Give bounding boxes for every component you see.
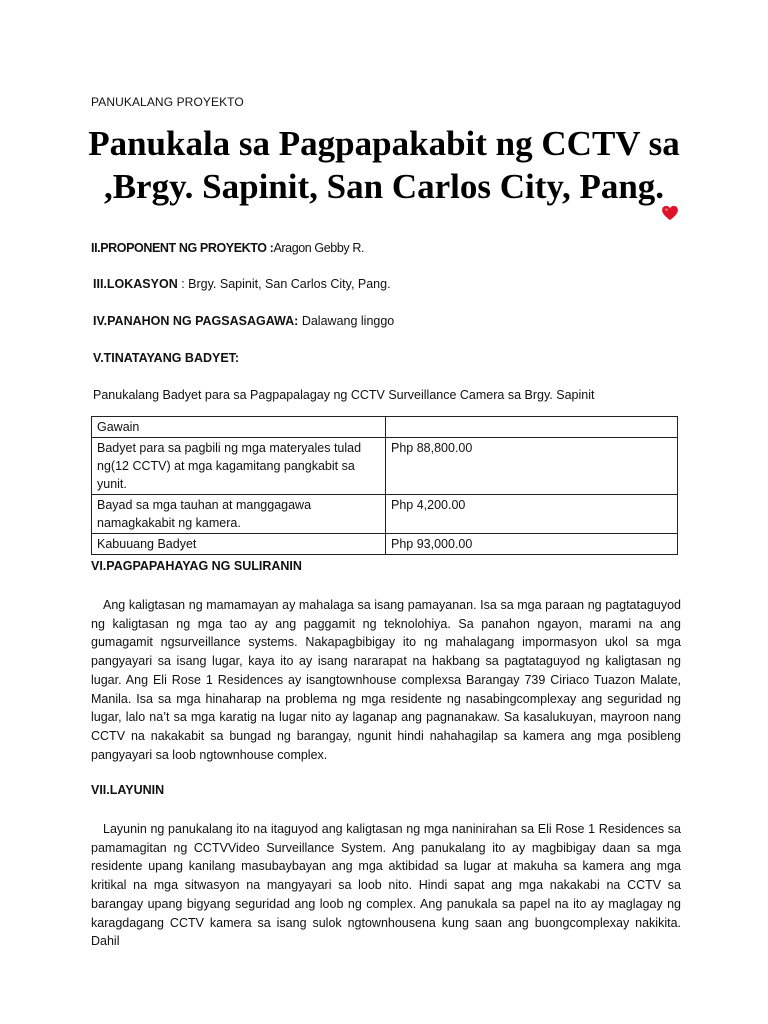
layunin-paragraph	[91, 820, 681, 951]
table-cell-gawain: Kabuuang Badyet	[92, 534, 386, 555]
table-cell-gawain: Bayad sa mga tauhan at manggagawa namagkakabit ng kamera.	[92, 495, 386, 534]
panahon-line	[93, 314, 394, 328]
table-row	[92, 495, 678, 534]
table-cell-amount: Php 4,200.00	[386, 495, 678, 534]
heart-icon	[661, 204, 679, 222]
lokasyon-label: III.LOKASYON	[93, 277, 178, 291]
panahon-label: IV.PANAHON NG PAGSASAGAWA:	[93, 314, 299, 328]
table-header-row	[92, 417, 678, 438]
layunin-heading: VII.LAYUNIN	[91, 783, 165, 797]
table-header-cell	[386, 417, 678, 438]
badyet-heading: V.TINATAYANG BADYET:	[93, 351, 240, 365]
table-row	[92, 534, 678, 555]
suliranin-paragraph	[91, 596, 681, 764]
proponent-value: Aragon Gebby R.	[273, 241, 365, 255]
proponent-label: II.PROPONENT NG PROYEKTO :	[91, 241, 274, 255]
header-label: PANUKALANG PROYEKTO	[91, 95, 244, 109]
badyet-caption: Panukalang Badyet para sa Pagpapalagay ng CCTV Surveillance Camera sa Brgy. Sapinit	[93, 388, 595, 402]
budget-table	[91, 416, 678, 555]
proponent-line	[91, 241, 364, 255]
lokasyon-line	[93, 277, 391, 291]
title-line-1: Panukala sa Pagpapakabit ng CCTV sa	[88, 124, 680, 163]
table-cell-gawain: Badyet para sa pagbili ng mga materyales tulad ng(12 CCTV) at mga kagamitang pangkabit sa yunit.	[92, 438, 386, 495]
lokasyon-value: : Brgy. Sapinit, San Carlos City, Pang.	[177, 277, 391, 291]
table-cell-amount: Php 93,000.00	[386, 534, 678, 555]
suliranin-body: Ang kaligtasan ng mamamayan ay mahalaga sa isang pamayanan. Isa sa mga paraan ng pagtataguyod ng kaligtasan ng mga tao ay ang paggamit ng teknolohiya. Sa panahon ngayon, marami na ang gumagamit ngsurveillance systems. Nakapagbibigay ito ng mahalagang impormasyon ukol sa mga pangyayari sa isang lugar, kaya ito ay isang nararapat na hakbang sa pagtataguyod ng kaligtasan ng lugar. Ang Eli Rose 1 Residences ay isangtownhouse complexsa Barangay 739 Ciriaco Tuazon Malate, Manila. Isa sa mga hinaharap na problema ng mga residente ng nasabingcomplexay ang seguridad ng lugar, lalo na’t sa mga karatig na lugar nito ay laganap ang pagnanakaw. Sa kasalukuyan, mayroon nang CCTV na nakakabit sa bungad ng barangay, ngunit hindi nahahagilap sa kamera ang mga posibleng pangyayari sa loob ngtownhouse complex.	[91, 598, 681, 762]
suliranin-heading: VI.PAGPAPAHAYAG NG SULIRANIN	[91, 559, 302, 573]
layunin-body: Layunin ng panukalang ito na itaguyod ang kaligtasan ng mga naninirahan sa Eli Rose 1 Residences sa pamamagitan ng CCTVVideo Surveillance System. Ang panukalang ito ay magbibigay daan sa mga residente upang kanilang masubaybayan ang mga aktibidad sa lugar at makuha sa kamera ang mga kritikal na mga sitwasyon na mangyayari sa loob nito. Hindi sapat ang mga nakakabi na CCTV sa barangay upang bigyang seguridad ang loob ng complex. Ang panukala sa papel na ito ay maglagay ng karagdagang CCTV kamera sa isang sulok ngtownhousena kung saan ang buongcomplexay nakikita. Dahil	[91, 822, 681, 949]
panahon-value: Dalawang linggo	[298, 314, 395, 328]
table-row	[92, 438, 678, 495]
table-cell-amount: Php 88,800.00	[386, 438, 678, 495]
page-title	[60, 122, 708, 208]
table-header-cell: Gawain	[92, 417, 386, 438]
title-line-2: ,Brgy. Sapinit, San Carlos City, Pang.	[103, 167, 665, 206]
